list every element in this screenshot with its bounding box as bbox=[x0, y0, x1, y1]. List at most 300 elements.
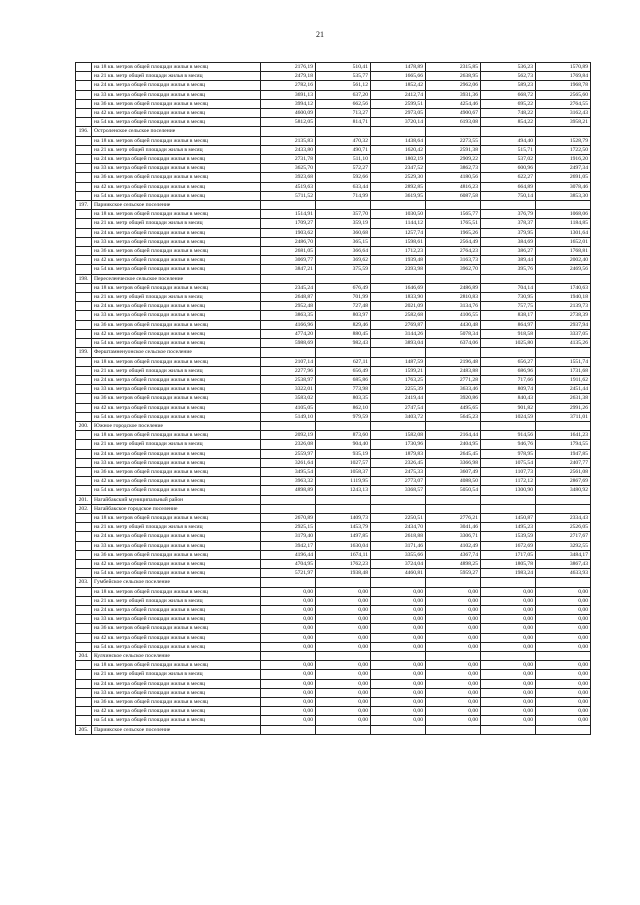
table-row bbox=[76, 90, 591, 99]
value-cell-col4: 2196,48 bbox=[426, 357, 481, 366]
row-number bbox=[76, 449, 92, 458]
value-cell-col4: 0,00 bbox=[426, 707, 481, 716]
value-cell-col2 bbox=[316, 348, 371, 357]
row-number bbox=[76, 237, 92, 246]
value-cell-col5: 0,00 bbox=[481, 615, 536, 624]
value-cell-col5: 864,97 bbox=[481, 320, 536, 329]
value-cell-col4: 2962,06 bbox=[426, 81, 481, 90]
table-row bbox=[76, 136, 591, 145]
row-label: на 36 кв. метров общей площади жилья в месяц bbox=[92, 247, 261, 256]
value-cell-col1: 5988,69 bbox=[261, 339, 316, 348]
value-cell-col4: 2776,21 bbox=[426, 513, 481, 522]
value-cell-col2 bbox=[316, 127, 371, 136]
value-cell-col4: 0,00 bbox=[426, 642, 481, 651]
row-label: на 54 кв. метра общей площади жилья в месяц bbox=[92, 569, 261, 578]
value-cell-col4: 4367,74 bbox=[426, 550, 481, 559]
value-cell-col5: 0,00 bbox=[481, 661, 536, 670]
value-cell-col4: 3366,98 bbox=[426, 458, 481, 467]
value-cell-col5: 668,72 bbox=[481, 90, 536, 99]
value-cell-col6: 1652,01 bbox=[536, 237, 591, 246]
value-cell-col6: 2139,73 bbox=[536, 302, 591, 311]
value-cell-col3: 3355,66 bbox=[371, 550, 426, 559]
row-number bbox=[76, 642, 92, 651]
value-cell-col6: 1940,18 bbox=[536, 293, 591, 302]
value-cell-col3 bbox=[371, 274, 426, 283]
value-cell-col5 bbox=[481, 421, 536, 430]
value-cell-col3: 2347,52 bbox=[371, 164, 426, 173]
value-cell-col6: 0,00 bbox=[536, 605, 591, 614]
value-cell-col1: 3963,32 bbox=[261, 477, 316, 486]
value-cell-col2: 366,64 bbox=[316, 247, 371, 256]
value-cell-col4 bbox=[426, 725, 481, 734]
row-number: 199. bbox=[76, 348, 92, 357]
value-cell-col4: 1965,26 bbox=[426, 228, 481, 237]
row-label: на 18 кв. метров общей площади жилья в месяц bbox=[92, 136, 261, 145]
value-cell-col1: 2952,48 bbox=[261, 302, 316, 311]
value-cell-col4 bbox=[426, 495, 481, 504]
value-cell-col5: 1172,12 bbox=[481, 477, 536, 486]
value-cell-col2: 592,66 bbox=[316, 173, 371, 182]
value-cell-col3: 2747,54 bbox=[371, 403, 426, 412]
value-cell-col6: 1722,50 bbox=[536, 145, 591, 154]
value-cell-col5: 0,00 bbox=[481, 679, 536, 688]
value-cell-col4: 2771,28 bbox=[426, 375, 481, 384]
value-cell-col4: 2404,95 bbox=[426, 440, 481, 449]
value-cell-col2 bbox=[316, 495, 371, 504]
value-cell-col5: 600,96 bbox=[481, 164, 536, 173]
row-number bbox=[76, 670, 92, 679]
value-cell-col6: 2497,34 bbox=[536, 164, 591, 173]
value-cell-col6: 0,00 bbox=[536, 716, 591, 725]
value-cell-col4: 0,00 bbox=[426, 698, 481, 707]
value-cell-col5: 1983,24 bbox=[481, 569, 536, 578]
row-label: на 21 кв. метр общей площади жилья в месяц bbox=[92, 219, 261, 228]
value-cell-col6: 0,00 bbox=[536, 615, 591, 624]
table-row bbox=[76, 550, 591, 559]
value-cell-col5: 656,27 bbox=[481, 357, 536, 366]
value-cell-col4: 3920,86 bbox=[426, 394, 481, 403]
value-cell-col5: 0,00 bbox=[481, 707, 536, 716]
value-cell-col6 bbox=[536, 201, 591, 210]
table-row bbox=[76, 403, 591, 412]
value-cell-col2: 0,00 bbox=[316, 707, 371, 716]
value-cell-col1: 3847,21 bbox=[261, 265, 316, 274]
value-cell-col3: 2255,39 bbox=[371, 385, 426, 394]
value-cell-col4: 3163,73 bbox=[426, 256, 481, 265]
value-cell-col2 bbox=[316, 652, 371, 661]
value-cell-col4: 3041,46 bbox=[426, 523, 481, 532]
row-label: на 54 кв. метра общей площади жилья в месяц bbox=[92, 486, 261, 495]
value-cell-col5: 757,75 bbox=[481, 302, 536, 311]
value-cell-col6: 0,00 bbox=[536, 679, 591, 688]
value-cell-col2: 1762,23 bbox=[316, 559, 371, 568]
value-cell-col1 bbox=[261, 348, 316, 357]
value-cell-col3: 2434,70 bbox=[371, 523, 426, 532]
table-row bbox=[76, 173, 591, 182]
value-cell-col1: 1709,27 bbox=[261, 219, 316, 228]
value-cell-col3: 3619,95 bbox=[371, 191, 426, 200]
value-cell-col6: 1768,81 bbox=[536, 247, 591, 256]
value-cell-col1: 0,00 bbox=[261, 698, 316, 707]
table-row bbox=[76, 541, 591, 550]
value-cell-col4: 0,00 bbox=[426, 587, 481, 596]
table-row bbox=[76, 311, 591, 320]
value-cell-col1: 3322,01 bbox=[261, 385, 316, 394]
table-row bbox=[76, 698, 591, 707]
value-cell-col5: 854,22 bbox=[481, 118, 536, 127]
value-cell-col3: 3368,57 bbox=[371, 486, 426, 495]
row-label: на 21 кв. метр общей площади жилья в месяц bbox=[92, 72, 261, 81]
value-cell-col4: 4254,46 bbox=[426, 99, 481, 108]
value-cell-col5: 0,00 bbox=[481, 633, 536, 642]
value-cell-col5: 840,43 bbox=[481, 394, 536, 403]
value-cell-col2: 714,99 bbox=[316, 191, 371, 200]
value-cell-col6: 2738,39 bbox=[536, 311, 591, 320]
row-number: 198. bbox=[76, 274, 92, 283]
value-cell-col6: 1641,23 bbox=[536, 431, 591, 440]
section-header-row bbox=[76, 504, 591, 513]
table-row bbox=[76, 477, 591, 486]
value-cell-col2: 803,35 bbox=[316, 394, 371, 403]
value-cell-col4: 4102,49 bbox=[426, 541, 481, 550]
value-cell-col3: 1646,69 bbox=[371, 283, 426, 292]
value-cell-col6: 2631,38 bbox=[536, 394, 591, 403]
value-cell-col3: 2250,51 bbox=[371, 513, 426, 522]
value-cell-col2: 365,15 bbox=[316, 237, 371, 246]
row-label: на 24 кв. метра общей площади жилья в месяц bbox=[92, 532, 261, 541]
row-number bbox=[76, 541, 92, 550]
value-cell-col1: 0,00 bbox=[261, 670, 316, 679]
row-label: на 42 кв. метра общей площади жилья в месяц bbox=[92, 633, 261, 642]
value-cell-col2: 880,45 bbox=[316, 329, 371, 338]
section-title: Гумбейское сельское поселение bbox=[92, 578, 261, 587]
value-cell-col2: 676,49 bbox=[316, 283, 371, 292]
value-cell-col6: 1916,20 bbox=[536, 155, 591, 164]
value-cell-col3: 2326,45 bbox=[371, 458, 426, 467]
value-cell-col2: 1630,04 bbox=[316, 541, 371, 550]
table-row bbox=[76, 458, 591, 467]
value-cell-col6: 1740,63 bbox=[536, 283, 591, 292]
section-title: Переселенческое сельское поселение bbox=[92, 274, 261, 283]
value-cell-col2: 627,11 bbox=[316, 357, 371, 366]
row-label: на 36 кв. метров общей площади жилья в месяц bbox=[92, 320, 261, 329]
value-cell-col6: 3484,17 bbox=[536, 550, 591, 559]
row-number bbox=[76, 320, 92, 329]
row-label: на 54 кв. метра общей площади жилья в месяц bbox=[92, 716, 261, 725]
value-cell-col2: 803,97 bbox=[316, 311, 371, 320]
row-label: на 18 кв. метров общей площади жилья в месяц bbox=[92, 513, 261, 522]
value-cell-col2: 1119,95 bbox=[316, 477, 371, 486]
row-label: на 42 кв. метра общей площади жилья в месяц bbox=[92, 109, 261, 118]
value-cell-col6: 0,00 bbox=[536, 624, 591, 633]
value-cell-col3: 3724,04 bbox=[371, 559, 426, 568]
value-cell-col4: 2645,45 bbox=[426, 449, 481, 458]
value-cell-col2: 773,98 bbox=[316, 385, 371, 394]
value-cell-col3: 0,00 bbox=[371, 587, 426, 596]
value-cell-col6: 2691,05 bbox=[536, 173, 591, 182]
value-cell-col6: 2451,44 bbox=[536, 385, 591, 394]
value-cell-col1: 4519,63 bbox=[261, 182, 316, 191]
value-cell-col2: 359,19 bbox=[316, 219, 371, 228]
value-cell-col1: 4196,44 bbox=[261, 550, 316, 559]
row-number bbox=[76, 247, 92, 256]
value-cell-col6: 1301,64 bbox=[536, 228, 591, 237]
table-row bbox=[76, 624, 591, 633]
value-cell-col3: 1730,96 bbox=[371, 440, 426, 449]
table-row bbox=[76, 716, 591, 725]
value-cell-col3: 2412,74 bbox=[371, 90, 426, 99]
row-label: на 54 кв. метра общей площади жилья в месяц bbox=[92, 412, 261, 421]
value-cell-col3 bbox=[371, 201, 426, 210]
value-cell-col4 bbox=[426, 504, 481, 513]
row-number bbox=[76, 99, 92, 108]
value-cell-col1: 0,00 bbox=[261, 688, 316, 697]
value-cell-col5: 901,82 bbox=[481, 403, 536, 412]
row-label: на 42 кв. метра общей площади жилья в месяц bbox=[92, 329, 261, 338]
row-number bbox=[76, 219, 92, 228]
row-number bbox=[76, 118, 92, 127]
value-cell-col3 bbox=[371, 495, 426, 504]
value-cell-col3: 2973,05 bbox=[371, 109, 426, 118]
row-number bbox=[76, 716, 92, 725]
value-cell-col3: 0,00 bbox=[371, 633, 426, 642]
value-cell-col2: 357,70 bbox=[316, 210, 371, 219]
table-row bbox=[76, 109, 591, 118]
value-cell-col1: 0,00 bbox=[261, 707, 316, 716]
row-label: на 54 кв. метра общей площади жилья в месяц bbox=[92, 118, 261, 127]
row-number bbox=[76, 679, 92, 688]
row-number bbox=[76, 412, 92, 421]
value-cell-col2: 360,68 bbox=[316, 228, 371, 237]
section-title: Южное городское поселение bbox=[92, 421, 261, 430]
value-cell-col6: 1528,79 bbox=[536, 136, 591, 145]
value-cell-col4: 2164,44 bbox=[426, 431, 481, 440]
table-row bbox=[76, 412, 591, 421]
value-cell-col1 bbox=[261, 504, 316, 513]
value-cell-col3: 2892,85 bbox=[371, 182, 426, 191]
value-cell-col6: 1769,84 bbox=[536, 72, 591, 81]
row-number bbox=[76, 136, 92, 145]
row-label: на 42 кв. метра общей площади жилья в месяц bbox=[92, 403, 261, 412]
row-label: на 21 кв. метр общей площади жилья в месяц bbox=[92, 523, 261, 532]
value-cell-col4: 2810,83 bbox=[426, 293, 481, 302]
value-cell-col1: 3691,13 bbox=[261, 90, 316, 99]
row-number bbox=[76, 431, 92, 440]
value-cell-col5: 704,14 bbox=[481, 283, 536, 292]
value-cell-col1: 5721,97 bbox=[261, 569, 316, 578]
row-label: на 21 кв. метр общей площади жилья в месяц bbox=[92, 596, 261, 605]
row-number bbox=[76, 339, 92, 348]
value-cell-col4: 4898,25 bbox=[426, 559, 481, 568]
section-header-row bbox=[76, 725, 591, 734]
table-row bbox=[76, 486, 591, 495]
value-cell-col4 bbox=[426, 421, 481, 430]
value-cell-col1: 3863,35 bbox=[261, 311, 316, 320]
value-cell-col6 bbox=[536, 421, 591, 430]
row-label: на 24 кв. метра общей площади жилья в месяц bbox=[92, 605, 261, 614]
value-cell-col3: 0,00 bbox=[371, 661, 426, 670]
value-cell-col4: 5959,27 bbox=[426, 569, 481, 578]
value-cell-col4: 4900,67 bbox=[426, 109, 481, 118]
value-cell-col4: 4088,50 bbox=[426, 477, 481, 486]
value-cell-col4: 2638,95 bbox=[426, 72, 481, 81]
table-row bbox=[76, 440, 591, 449]
value-cell-col5: 1495,23 bbox=[481, 523, 536, 532]
value-cell-col3: 2393,98 bbox=[371, 265, 426, 274]
table-row bbox=[76, 118, 591, 127]
value-cell-col4: 0,00 bbox=[426, 633, 481, 642]
value-cell-col1: 0,00 bbox=[261, 596, 316, 605]
row-number: 200. bbox=[76, 421, 92, 430]
section-title: Кулчинское сельское поселение bbox=[92, 652, 261, 661]
row-label: на 42 кв. метра общей площади жилья в месяц bbox=[92, 477, 261, 486]
section-header-row bbox=[76, 348, 591, 357]
value-cell-col5: 622,27 bbox=[481, 173, 536, 182]
value-cell-col3: 2769,87 bbox=[371, 320, 426, 329]
table-row bbox=[76, 320, 591, 329]
value-cell-col6: 1794,55 bbox=[536, 440, 591, 449]
row-number bbox=[76, 63, 92, 72]
value-cell-col2: 0,00 bbox=[316, 624, 371, 633]
value-cell-col3: 1802,19 bbox=[371, 155, 426, 164]
value-cell-col1: 4600,09 bbox=[261, 109, 316, 118]
value-cell-col2: 572,27 bbox=[316, 164, 371, 173]
row-label: на 24 кв. метра общей площади жилья в месяц bbox=[92, 449, 261, 458]
value-cell-col3: 2419,44 bbox=[371, 394, 426, 403]
row-label: на 33 кв. метра общей площади жилья в месяц bbox=[92, 688, 261, 697]
row-number bbox=[76, 569, 92, 578]
value-cell-col5: 664,89 bbox=[481, 182, 536, 191]
value-cell-col3: 3720,14 bbox=[371, 118, 426, 127]
value-cell-col6: 4135,26 bbox=[536, 339, 591, 348]
table-row bbox=[76, 513, 591, 522]
value-cell-col2: 862,10 bbox=[316, 403, 371, 412]
value-cell-col3: 1879,83 bbox=[371, 449, 426, 458]
value-cell-col4: 0,00 bbox=[426, 596, 481, 605]
value-cell-col3: 2599,51 bbox=[371, 99, 426, 108]
row-label: на 33 кв. метра общей площади жилья в месяц bbox=[92, 311, 261, 320]
value-cell-col4: 6087,58 bbox=[426, 191, 481, 200]
value-cell-col2: 0,00 bbox=[316, 688, 371, 697]
value-cell-col2: 0,00 bbox=[316, 661, 371, 670]
value-cell-col3: 3893,04 bbox=[371, 339, 426, 348]
row-label: на 18 кв. метров общей площади жилья в месяц bbox=[92, 283, 261, 292]
value-cell-col5: 386,27 bbox=[481, 247, 536, 256]
value-cell-col1 bbox=[261, 201, 316, 210]
value-cell-col1: 3261,64 bbox=[261, 458, 316, 467]
value-cell-col4 bbox=[426, 274, 481, 283]
value-cell-col4: 2486,89 bbox=[426, 283, 481, 292]
value-cell-col4: 3134,76 bbox=[426, 302, 481, 311]
value-cell-col3: 1478,89 bbox=[371, 63, 426, 72]
value-cell-col5 bbox=[481, 495, 536, 504]
value-cell-col2: 561,12 bbox=[316, 81, 371, 90]
section-header-row bbox=[76, 127, 591, 136]
row-label: на 18 кв. метров общей площади жилья в месяц bbox=[92, 210, 261, 219]
value-cell-col5: 1025,80 bbox=[481, 339, 536, 348]
value-cell-col3: 1599,21 bbox=[371, 366, 426, 375]
value-cell-col2: 656,49 bbox=[316, 366, 371, 375]
row-number bbox=[76, 228, 92, 237]
value-cell-col1: 1903,62 bbox=[261, 228, 316, 237]
value-cell-col3: 1582,08 bbox=[371, 431, 426, 440]
row-number bbox=[76, 615, 92, 624]
value-cell-col6: 0,00 bbox=[536, 707, 591, 716]
value-cell-col5 bbox=[481, 274, 536, 283]
value-cell-col3: 0,00 bbox=[371, 716, 426, 725]
value-cell-col2: 1938,48 bbox=[316, 569, 371, 578]
value-cell-col6: 1947,85 bbox=[536, 449, 591, 458]
row-number bbox=[76, 698, 92, 707]
value-cell-col4: 3633,46 bbox=[426, 385, 481, 394]
value-cell-col3: 2529,30 bbox=[371, 173, 426, 182]
value-cell-col5: 1075,54 bbox=[481, 458, 536, 467]
value-cell-col5: 0,00 bbox=[481, 670, 536, 679]
value-cell-col1: 0,00 bbox=[261, 642, 316, 651]
value-cell-col5: 589,23 bbox=[481, 81, 536, 90]
value-cell-col6: 1068,06 bbox=[536, 210, 591, 219]
row-label: на 33 кв. метра общей площади жилья в месяц bbox=[92, 237, 261, 246]
value-cell-col2: 1027,57 bbox=[316, 458, 371, 467]
row-number bbox=[76, 155, 92, 164]
value-cell-col4 bbox=[426, 127, 481, 136]
value-cell-col6 bbox=[536, 725, 591, 734]
value-cell-col5: 914,56 bbox=[481, 431, 536, 440]
row-number bbox=[76, 256, 92, 265]
row-number bbox=[76, 587, 92, 596]
value-cell-col2: 701,99 bbox=[316, 293, 371, 302]
value-cell-col4: 4495,65 bbox=[426, 403, 481, 412]
value-cell-col4: 3931,36 bbox=[426, 90, 481, 99]
value-cell-col3: 1665,66 bbox=[371, 72, 426, 81]
table-row bbox=[76, 210, 591, 219]
row-number bbox=[76, 605, 92, 614]
value-cell-col2: 0,00 bbox=[316, 670, 371, 679]
value-cell-col1: 2648,87 bbox=[261, 293, 316, 302]
value-cell-col3: 2582,68 bbox=[371, 311, 426, 320]
value-cell-col2: 0,00 bbox=[316, 716, 371, 725]
value-cell-col5: 537,02 bbox=[481, 155, 536, 164]
value-cell-col6: 1731,68 bbox=[536, 366, 591, 375]
value-cell-col1: 0,00 bbox=[261, 716, 316, 725]
row-label: на 18 кв. метров общей площади жилья в месяц bbox=[92, 63, 261, 72]
row-number bbox=[76, 707, 92, 716]
value-cell-col4: 5645,23 bbox=[426, 412, 481, 421]
value-cell-col4 bbox=[426, 201, 481, 210]
value-cell-col1: 3583,02 bbox=[261, 394, 316, 403]
value-cell-col1: 5149,10 bbox=[261, 412, 316, 421]
row-label: на 36 кв. метров общей площади жилья в месяц bbox=[92, 550, 261, 559]
value-cell-col4: 3862,73 bbox=[426, 164, 481, 173]
value-cell-col4: 2591,38 bbox=[426, 145, 481, 154]
value-cell-col2: 829,46 bbox=[316, 320, 371, 329]
row-label: на 42 кв. метра общей площади жилья в месяц bbox=[92, 182, 261, 191]
value-cell-col3: 0,00 bbox=[371, 596, 426, 605]
value-cell-col1: 4774,20 bbox=[261, 329, 316, 338]
row-number bbox=[76, 109, 92, 118]
value-cell-col2: 1453,79 bbox=[316, 523, 371, 532]
row-label: на 33 кв. метра общей площади жилья в месяц bbox=[92, 164, 261, 173]
value-cell-col6: 2334,43 bbox=[536, 513, 591, 522]
section-header-row bbox=[76, 201, 591, 210]
value-cell-col4: 4430,48 bbox=[426, 320, 481, 329]
value-cell-col2: 662,56 bbox=[316, 99, 371, 108]
table-row bbox=[76, 633, 591, 642]
value-cell-col2: 369,62 bbox=[316, 256, 371, 265]
table-row bbox=[76, 357, 591, 366]
table-row bbox=[76, 523, 591, 532]
table-row bbox=[76, 219, 591, 228]
